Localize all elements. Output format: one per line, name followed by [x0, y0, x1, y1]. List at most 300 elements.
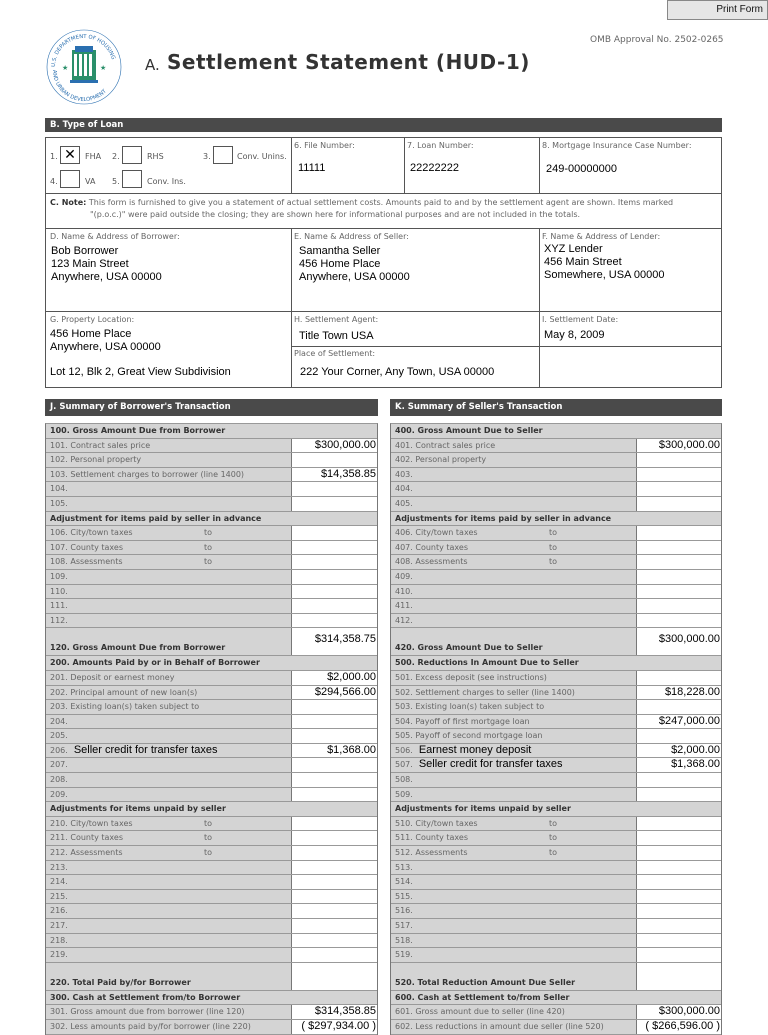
label-conv-unins: Conv. Unins. [237, 152, 287, 161]
amount-field[interactable] [291, 729, 377, 743]
row-description [46, 555, 291, 569]
amount-field[interactable] [291, 497, 377, 511]
row-description [46, 512, 291, 526]
note-text [50, 197, 718, 221]
row-label: 602. Less reductions in amount due seller (line 520) [395, 1021, 604, 1031]
table-row [46, 919, 377, 934]
amount-field[interactable] [636, 570, 721, 584]
amount-field[interactable]: $314,358.75 [291, 628, 377, 655]
table-row [391, 773, 721, 788]
amount-field[interactable] [636, 904, 721, 918]
amount-field[interactable]: $300,000.00 [636, 628, 721, 655]
section-heading-row [46, 802, 377, 817]
section-heading-row [391, 424, 721, 439]
note-label: C. Note: [50, 198, 87, 207]
label-rhs: RHS [147, 152, 164, 161]
borrower-street[interactable]: 123 Main Street [51, 258, 129, 270]
amount-field[interactable] [291, 934, 377, 948]
table-row [391, 715, 721, 730]
row-description [391, 482, 636, 496]
row-description [391, 614, 636, 628]
seller-summary-table [390, 423, 722, 1035]
amount-field[interactable] [636, 468, 721, 482]
loan-number-label: 7. Loan Number: [407, 141, 474, 150]
seller-summary-header: K. Summary of Seller's Transaction [390, 399, 722, 416]
table-row [391, 628, 721, 656]
option-number: 3. [203, 152, 211, 161]
lender-street[interactable]: 456 Main Street [544, 256, 622, 268]
row-description [391, 628, 636, 655]
row-description [391, 656, 636, 670]
table-row [46, 904, 377, 919]
row-description [391, 890, 636, 904]
amount-field[interactable] [291, 715, 377, 729]
loan-number-field[interactable]: 22222222 [410, 162, 459, 174]
row-description [46, 861, 291, 875]
row-description [46, 1005, 291, 1019]
row-label: 405. [395, 498, 413, 508]
amount-field[interactable] [636, 846, 721, 860]
table-row [46, 1020, 377, 1035]
table-row [391, 453, 721, 468]
row-to-label: to [549, 818, 558, 828]
row-description [391, 526, 636, 540]
row-label: 104. [50, 484, 68, 494]
row-label: 212. Assessments [50, 848, 123, 858]
row-to-label: to [204, 833, 213, 843]
row-description [46, 453, 291, 467]
page-title: Settlement Statement (HUD-1) [167, 50, 530, 74]
table-row [391, 541, 721, 556]
row-label: 601. Gross amount due to seller (line 420) [395, 1007, 565, 1017]
table-row [391, 963, 721, 991]
amount-field[interactable] [291, 541, 377, 555]
row-description [391, 963, 636, 990]
table-row [46, 686, 377, 701]
row-label: 509. [395, 789, 413, 799]
seller-street[interactable]: 456 Home Place [299, 258, 381, 270]
borrower-name[interactable]: Bob Borrower [51, 245, 119, 257]
amount-field[interactable] [291, 963, 377, 990]
section-heading-row [46, 512, 377, 527]
amount-field[interactable]: $14,358.85 [291, 468, 377, 482]
amount-field[interactable] [636, 919, 721, 933]
table-row [391, 831, 721, 846]
amount-field[interactable]: $300,000.00 [291, 439, 377, 453]
property-location-label: G. Property Location: [50, 315, 135, 324]
row-label: 214. [50, 877, 68, 887]
table-row [391, 729, 721, 744]
row-description [391, 599, 636, 613]
amount-field[interactable] [636, 817, 721, 831]
property-city[interactable]: Anywhere, USA 00000 [50, 341, 161, 353]
table-row [46, 729, 377, 744]
seal-top-text: U.S. DEPARTMENT OF HOUSING [50, 33, 116, 68]
row-description [46, 424, 291, 438]
row-description [391, 948, 636, 962]
amount-field[interactable] [636, 585, 721, 599]
amount-field[interactable] [636, 453, 721, 467]
amount-field [636, 991, 721, 1005]
row-description [391, 875, 636, 889]
amount-field[interactable] [291, 570, 377, 584]
place-field[interactable]: 222 Your Corner, Any Town, USA 00000 [300, 366, 495, 378]
row-description [46, 831, 291, 845]
amount-field[interactable] [291, 614, 377, 628]
section-heading-row [46, 424, 377, 439]
seller-label: E. Name & Address of Seller: [294, 232, 409, 241]
table-row [46, 599, 377, 614]
amount-field[interactable]: $294,566.00 [291, 686, 377, 700]
row-label: 110. [50, 586, 68, 596]
table-row [391, 468, 721, 483]
row-label: 502. Settlement charges to seller (line 1400) [395, 687, 575, 697]
row-label: 511. County taxes [395, 833, 469, 843]
table-row [46, 468, 377, 483]
label-va: VA [85, 177, 96, 186]
table-row [46, 555, 377, 570]
mic-label: 8. Mortgage Insurance Case Number: [542, 141, 692, 150]
amount-field[interactable] [291, 585, 377, 599]
borrower-city[interactable]: Anywhere, USA 00000 [51, 271, 162, 283]
row-label: 411. [395, 601, 413, 611]
amount-field[interactable] [291, 831, 377, 845]
table-row [391, 846, 721, 861]
row-description [46, 758, 291, 772]
amount-field[interactable] [291, 700, 377, 714]
option-number: 4. [50, 177, 58, 186]
row-description [391, 424, 636, 438]
row-label: 205. [50, 731, 68, 741]
amount-field [291, 802, 377, 816]
row-description [46, 802, 291, 816]
lender-city[interactable]: Somewhere, USA 00000 [544, 269, 665, 281]
row-label: 406. City/town taxes [395, 528, 478, 538]
amount-field[interactable]: $314,358.85 [291, 1005, 377, 1019]
row-label: 106. City/town taxes [50, 528, 133, 538]
table-row [46, 541, 377, 556]
table-row [391, 744, 721, 759]
hud-seal-icon [45, 28, 123, 106]
table-row [46, 861, 377, 876]
row-description [46, 991, 291, 1005]
amount-field[interactable]: $2,000.00 [291, 671, 377, 685]
form-prefix: A. [145, 56, 160, 74]
amount-field[interactable]: $247,000.00 [636, 715, 721, 729]
row-label: 400. Gross Amount Due to Seller [395, 426, 543, 435]
svg-text:★: ★ [100, 64, 107, 72]
row-label: 404. [395, 484, 413, 494]
row-description [46, 744, 291, 758]
amount-field[interactable] [291, 773, 377, 787]
amount-field[interactable] [636, 948, 721, 962]
property-legal[interactable]: Lot 12, Blk 2, Great View Subdivision [50, 366, 231, 378]
amount-field[interactable]: $300,000.00 [636, 439, 721, 453]
row-to-label: to [204, 542, 213, 552]
mic-field[interactable]: 249-00000000 [546, 163, 617, 175]
table-row [46, 744, 377, 759]
checkbox-rhs[interactable] [122, 146, 142, 164]
amount-field[interactable] [636, 773, 721, 787]
row-description [391, 686, 636, 700]
row-description [391, 744, 636, 758]
row-description [46, 599, 291, 613]
row-entry-field[interactable]: Seller credit for transfer taxes [73, 743, 218, 756]
table-row [46, 497, 377, 512]
row-description [46, 628, 291, 655]
row-label: Adjustments for items paid by seller in advance [395, 513, 612, 523]
row-label: 514. [395, 877, 413, 887]
amount-field[interactable] [636, 831, 721, 845]
amount-field[interactable] [636, 963, 721, 990]
row-description [391, 831, 636, 845]
row-to-label: to [204, 528, 213, 538]
settlement-date-field[interactable]: May 8, 2009 [544, 329, 605, 341]
row-label: 210. City/town taxes [50, 818, 133, 828]
row-label: 410. [395, 586, 413, 596]
amount-field[interactable] [636, 526, 721, 540]
row-description [391, 1020, 636, 1034]
label-conv-ins: Conv. Ins. [147, 177, 186, 186]
settlement-agent-field[interactable]: Title Town USA [299, 330, 374, 342]
row-entry-field[interactable]: Seller credit for transfer taxes [418, 758, 563, 771]
row-description [46, 700, 291, 714]
table-row [391, 671, 721, 686]
amount-field[interactable]: ( $297,934.00 ) [291, 1020, 377, 1034]
amount-field[interactable] [636, 875, 721, 889]
amount-field[interactable] [636, 890, 721, 904]
table-row [391, 686, 721, 701]
amount-field[interactable] [636, 700, 721, 714]
row-description [46, 729, 291, 743]
table-row [46, 817, 377, 832]
row-label: 519. [395, 950, 413, 960]
table-row [46, 453, 377, 468]
row-label: 520. Total Reduction Amount Due Seller [395, 977, 576, 987]
row-description [391, 729, 636, 743]
amount-field[interactable] [636, 482, 721, 496]
borrower-summary-table [45, 423, 378, 1035]
amount-field[interactable] [291, 875, 377, 889]
row-label: 420. Gross Amount Due to Seller [395, 643, 543, 653]
row-label: 111. [50, 601, 68, 611]
row-label: Adjustments for items unpaid by seller [395, 804, 571, 814]
amount-field[interactable] [636, 614, 721, 628]
amount-field[interactable] [636, 541, 721, 555]
amount-field[interactable] [636, 861, 721, 875]
file-number-field[interactable]: 11111 [298, 162, 326, 174]
row-description [46, 773, 291, 787]
table-row [46, 570, 377, 585]
table-row [46, 482, 377, 497]
omb-approval: OMB Approval No. 2502-0265 [590, 35, 724, 45]
amount-field[interactable]: $2,000.00 [636, 744, 721, 758]
amount-field[interactable] [636, 788, 721, 802]
row-label: 204. [50, 716, 68, 726]
row-to-label: to [549, 542, 558, 552]
table-row [46, 948, 377, 963]
table-row [46, 585, 377, 600]
row-label: 516. [395, 906, 413, 916]
row-label: 220. Total Paid by/for Borrower [50, 977, 191, 987]
seller-city[interactable]: Anywhere, USA 00000 [299, 271, 410, 283]
row-label: 215. [50, 891, 68, 901]
section-heading-row [46, 991, 377, 1006]
row-description [391, 700, 636, 714]
row-description [391, 919, 636, 933]
row-label: 218. [50, 935, 68, 945]
lender-name[interactable]: XYZ Lender [544, 243, 603, 255]
amount-field[interactable] [291, 919, 377, 933]
row-description [391, 991, 636, 1005]
section-heading-row [391, 991, 721, 1006]
row-label: 100. Gross Amount Due from Borrower [50, 426, 226, 435]
row-description [391, 555, 636, 569]
amount-field [636, 424, 721, 438]
amount-field[interactable] [636, 555, 721, 569]
row-description [46, 890, 291, 904]
table-row [391, 614, 721, 629]
table-row [46, 875, 377, 890]
amount-field [291, 512, 377, 526]
row-label: 403. [395, 469, 413, 479]
amount-field[interactable] [636, 729, 721, 743]
row-description [391, 934, 636, 948]
row-label: 208. [50, 775, 68, 785]
row-label: 507. [395, 760, 413, 770]
amount-field[interactable]: ( $266,596.00 ) [636, 1020, 721, 1034]
table-row [391, 919, 721, 934]
row-description [391, 861, 636, 875]
amount-field [636, 656, 721, 670]
row-description [391, 715, 636, 729]
table-row [391, 599, 721, 614]
borrower-summary-header: J. Summary of Borrower's Transaction [45, 399, 378, 416]
table-row [46, 1005, 377, 1020]
amount-field[interactable] [291, 555, 377, 569]
row-description [391, 1005, 636, 1019]
row-to-label: to [549, 848, 558, 858]
row-description [46, 846, 291, 860]
table-row [46, 614, 377, 629]
row-description [391, 846, 636, 860]
table-row [391, 904, 721, 919]
settlement-agent-label: H. Settlement Agent: [294, 315, 379, 324]
row-label: 505. Payoff of second mortgage loan [395, 731, 543, 741]
amount-field [291, 991, 377, 1005]
row-to-label: to [204, 848, 213, 858]
row-label: 200. Amounts Paid by or in Behalf of Borrower [50, 658, 260, 668]
row-label: 107. County taxes [50, 542, 124, 552]
amount-field[interactable] [291, 817, 377, 831]
section-heading-row [46, 656, 377, 671]
amount-field[interactable] [291, 758, 377, 772]
amount-field[interactable] [291, 526, 377, 540]
row-label: 112. [50, 615, 68, 625]
row-description [46, 963, 291, 990]
type-of-loan-header: B. Type of Loan [45, 118, 722, 132]
row-description [46, 468, 291, 482]
amount-field[interactable]: $1,368.00 [291, 744, 377, 758]
table-row [46, 831, 377, 846]
amount-field[interactable] [291, 788, 377, 802]
row-description [46, 585, 291, 599]
row-label: 102. Personal property [50, 455, 142, 465]
table-row [391, 861, 721, 876]
row-label: 206. [50, 745, 68, 755]
table-row [391, 585, 721, 600]
row-label: 217. [50, 921, 68, 930]
row-label: 201. Deposit or earnest money [50, 672, 175, 682]
row-description [391, 671, 636, 685]
row-description [391, 773, 636, 787]
row-description [391, 585, 636, 599]
amount-field[interactable] [291, 599, 377, 613]
amount-field[interactable] [291, 482, 377, 496]
row-description [46, 439, 291, 453]
amount-field [636, 512, 721, 526]
section-heading-row [391, 802, 721, 817]
row-entry-field[interactable]: Earnest money deposit [418, 743, 532, 756]
row-label: 508. [395, 775, 413, 785]
amount-field[interactable]: $1,368.00 [636, 758, 721, 772]
row-description [46, 715, 291, 729]
table-row [46, 890, 377, 905]
print-form-button[interactable]: Print Form [667, 0, 768, 20]
checkbox-conv-unins[interactable] [213, 146, 233, 164]
row-description [46, 482, 291, 496]
amount-field [291, 656, 377, 670]
seal-bottom-text: AND URBAN DEVELOPMENT [50, 69, 108, 104]
row-label: 300. Cash at Settlement from/to Borrower [50, 992, 241, 1002]
amount-field[interactable] [636, 671, 721, 685]
row-label: 109. [50, 571, 68, 581]
row-description [46, 948, 291, 962]
row-description [46, 919, 291, 933]
table-row [46, 758, 377, 773]
row-label: 408. Assessments [395, 557, 468, 567]
amount-field[interactable] [291, 861, 377, 875]
amount-field[interactable] [291, 453, 377, 467]
table-row [46, 671, 377, 686]
amount-field[interactable] [291, 948, 377, 962]
row-description [46, 570, 291, 584]
row-description [391, 468, 636, 482]
amount-field[interactable]: $300,000.00 [636, 1005, 721, 1019]
row-description [391, 817, 636, 831]
amount-field[interactable] [291, 904, 377, 918]
section-heading-row [391, 656, 721, 671]
row-description [46, 875, 291, 889]
row-description [391, 541, 636, 555]
table-row [391, 875, 721, 890]
row-label: 515. [395, 891, 413, 901]
amount-field[interactable] [636, 934, 721, 948]
table-row [391, 758, 721, 773]
row-label: 600. Cash at Settlement to/from Seller [395, 992, 570, 1002]
amount-field[interactable] [636, 599, 721, 613]
row-label: 203. Existing loan(s) taken subject to [50, 702, 200, 712]
checkbox-conv-ins[interactable] [122, 170, 142, 188]
seller-name[interactable]: Samantha Seller [299, 245, 381, 257]
amount-field[interactable] [291, 846, 377, 860]
amount-field[interactable] [636, 497, 721, 511]
property-street[interactable]: 456 Home Place [50, 328, 132, 340]
checkbox-fha[interactable]: ✕ [60, 146, 80, 164]
amount-field[interactable]: $18,228.00 [636, 686, 721, 700]
amount-field[interactable] [291, 890, 377, 904]
checkbox-va[interactable] [60, 170, 80, 188]
